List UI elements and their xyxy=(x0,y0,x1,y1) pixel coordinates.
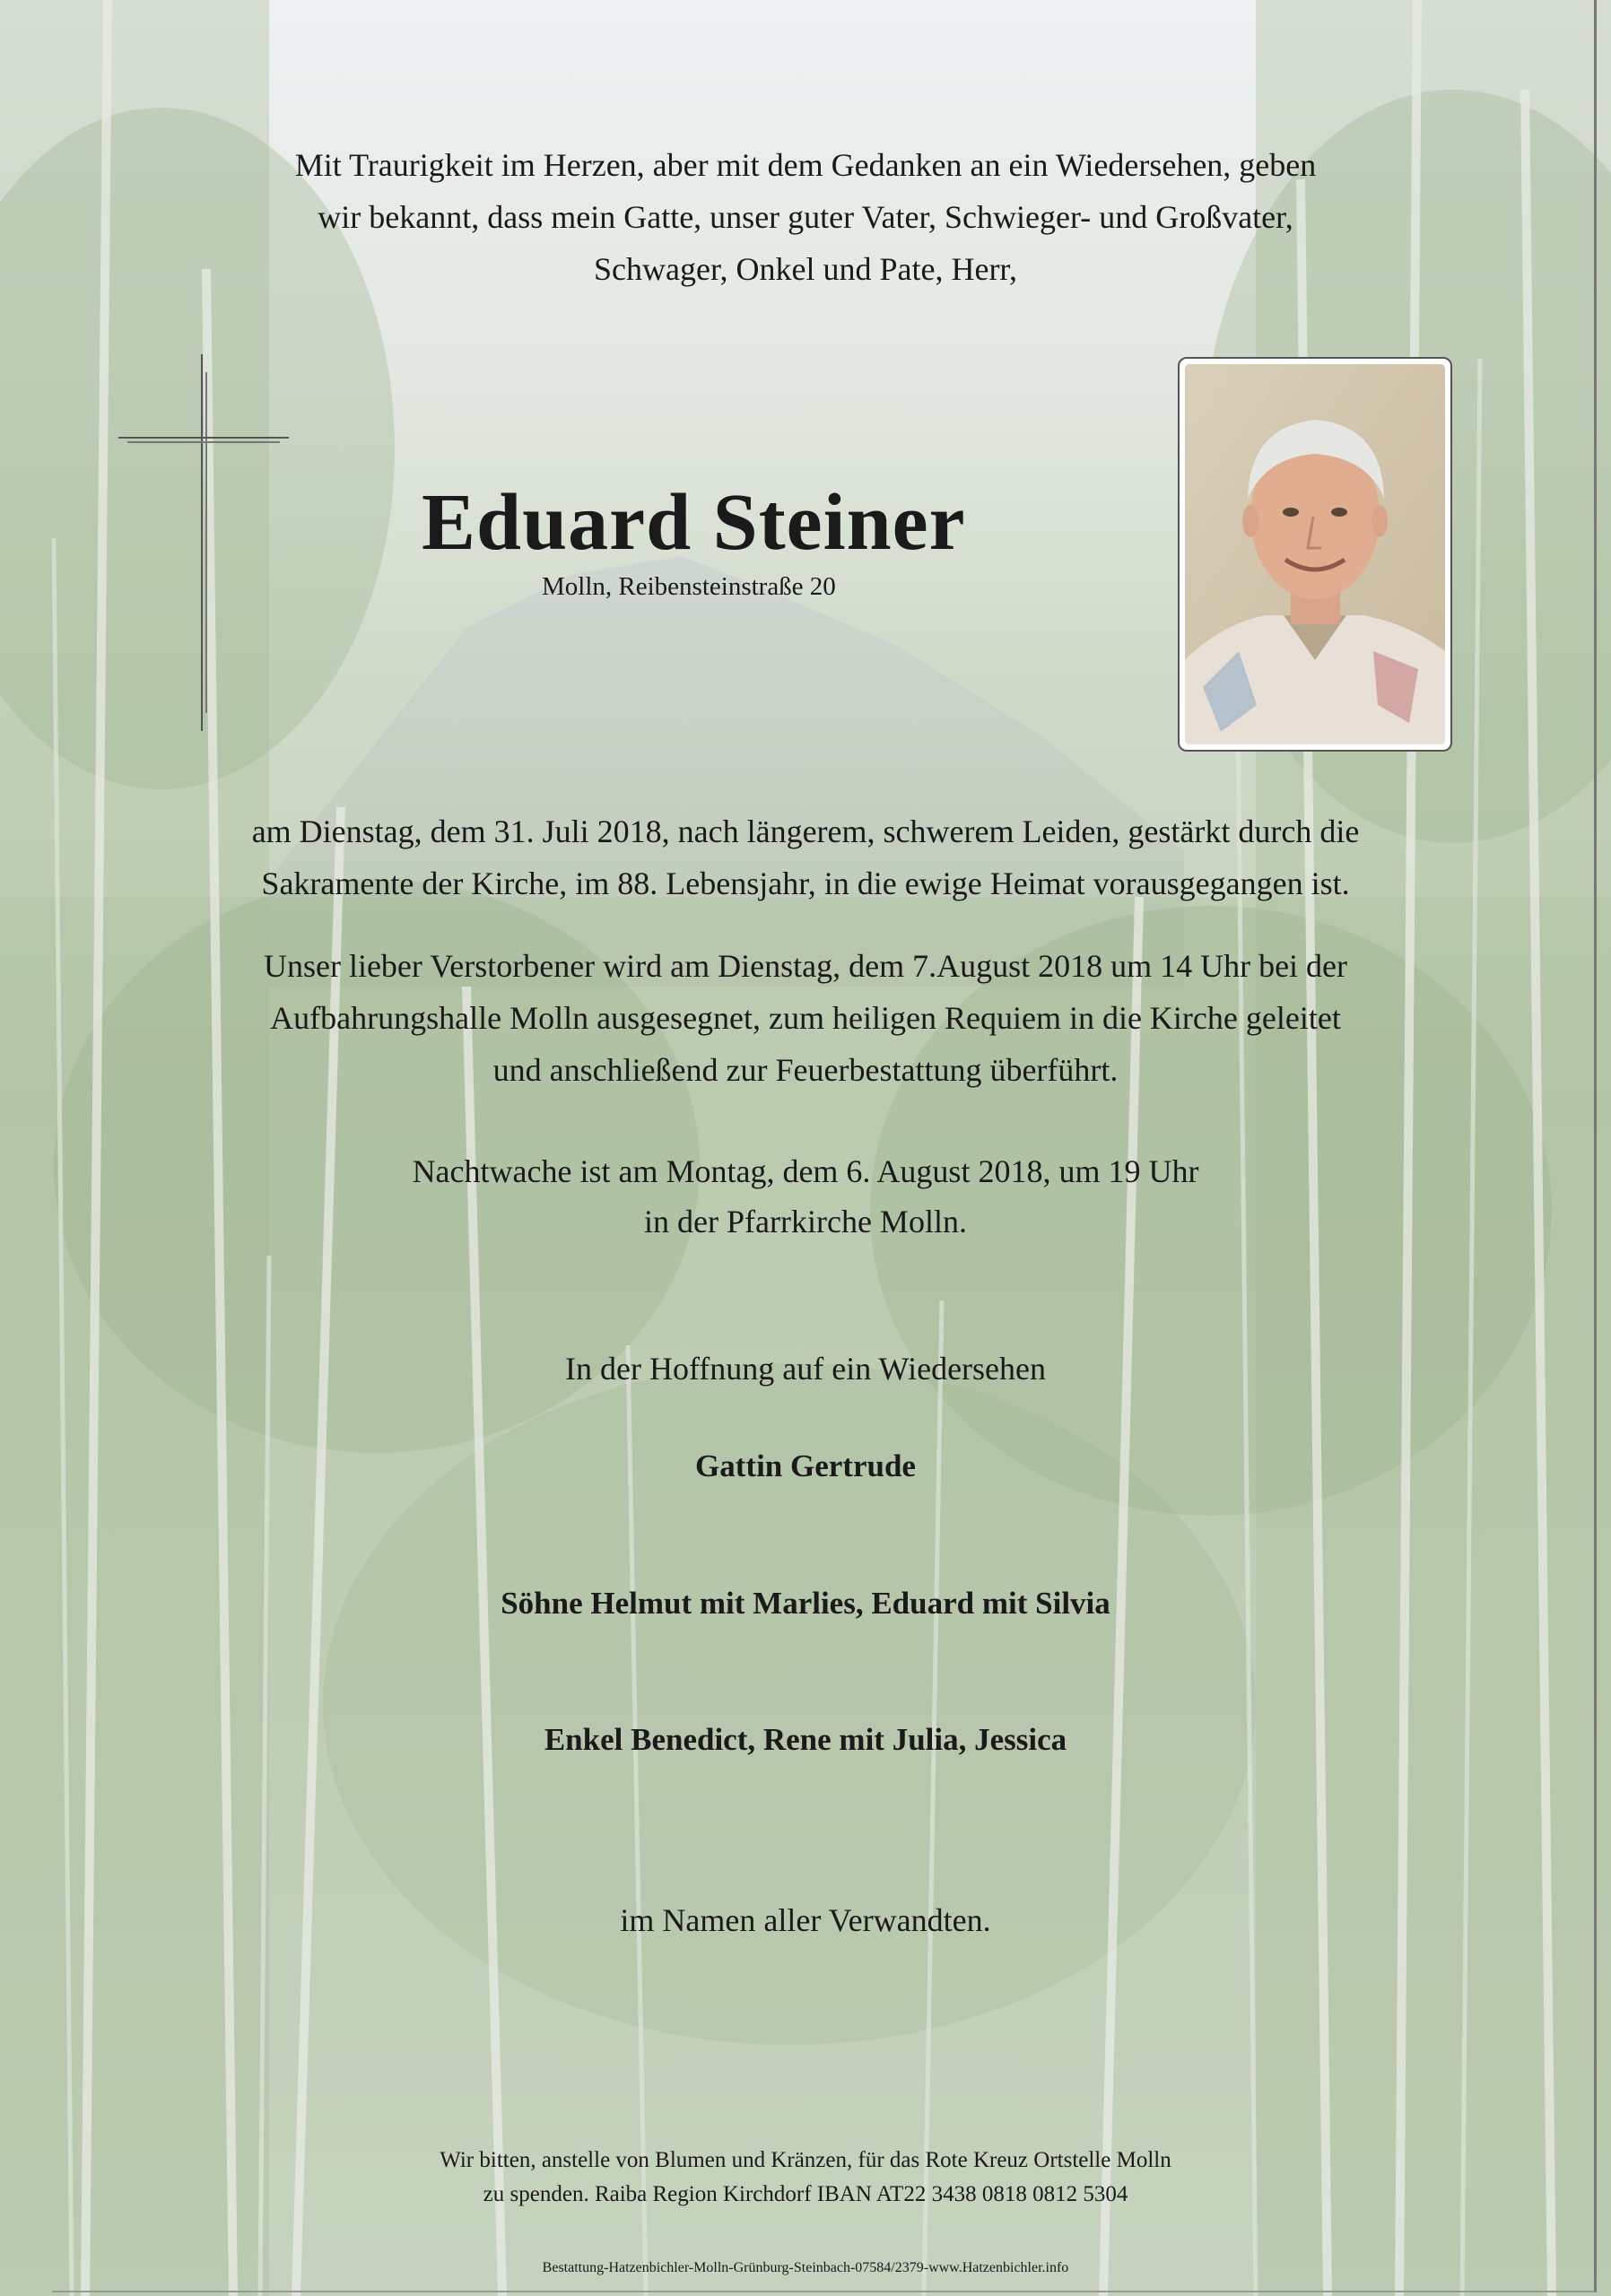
deceased-name: Eduard Steiner xyxy=(422,478,966,567)
family-grandchildren: Enkel Benedict, Rene mit Julia, Jessica xyxy=(544,1722,1067,1757)
portrait-frame xyxy=(1178,357,1452,752)
funeral-line: Unser lieber Verstorbener wird am Dienstag, dem 7.August 2018 um 14 Uhr bei der xyxy=(263,948,1348,984)
family-spouse: Gattin Gertrude xyxy=(695,1448,916,1483)
vigil-details xyxy=(0,1146,1611,1247)
funeral-details xyxy=(0,940,1611,1096)
funeral-home-footer: Bestattung-Hatzenbichler-Molln-Grünburg-Steinbach-07584/2379-www.Hatzenbichler.info xyxy=(542,2260,1069,2275)
funeral-line: und anschließend zur Feuerbestattung überführt. xyxy=(492,1052,1119,1088)
cross-icon xyxy=(118,354,289,731)
funeral-line: Aufbahrungshalle Molln ausgesegnet, zum heiligen Requiem in die Kirche geleitet xyxy=(270,1000,1341,1036)
donation-line: zu spenden. Raiba Region Kirchdorf IBAN AT22 3438 0818 0812 5304 xyxy=(483,2182,1128,2206)
announcement-line: Sakramente der Kirche, im 88. Lebensjahr, in die ewige Heimat vorausgegangen ist. xyxy=(261,865,1350,901)
vigil-line: Nachtwache ist am Montag, dem 6. August 2018, um 19 Uhr xyxy=(412,1153,1199,1189)
intro-line: Schwager, Onkel und Pate, Herr, xyxy=(594,251,1017,287)
closing-line: im Namen aller Verwandten. xyxy=(620,1902,991,1938)
intro-line: Mit Traurigkeit im Herzen, aber mit dem Gedanken an ein Wiedersehen, geben xyxy=(294,147,1317,183)
deceased-address: Molln, Reibensteinstraße 20 xyxy=(542,572,836,601)
intro-text xyxy=(0,139,1611,295)
donation-line: Wir bitten, anstelle von Blumen und Kränzen, für das Rote Kreuz Ortstelle Molln xyxy=(440,2148,1171,2172)
vigil-line: in der Pfarrkirche Molln. xyxy=(644,1204,967,1239)
intro-line: wir bekannt, dass mein Gatte, unser guter Vater, Schwieger- und Großvater, xyxy=(318,199,1293,235)
death-announcement xyxy=(0,805,1611,909)
portrait-photo xyxy=(1185,364,1445,744)
hope-line: In der Hoffnung auf ein Wiedersehen xyxy=(564,1351,1047,1387)
donation-request xyxy=(0,2144,1611,2212)
family-sons: Söhne Helmut mit Marlies, Eduard mit Silvia xyxy=(501,1586,1110,1621)
announcement-line: am Dienstag, dem 31. Juli 2018, nach längerem, schwerem Leiden, gestärkt durch die xyxy=(251,813,1360,849)
